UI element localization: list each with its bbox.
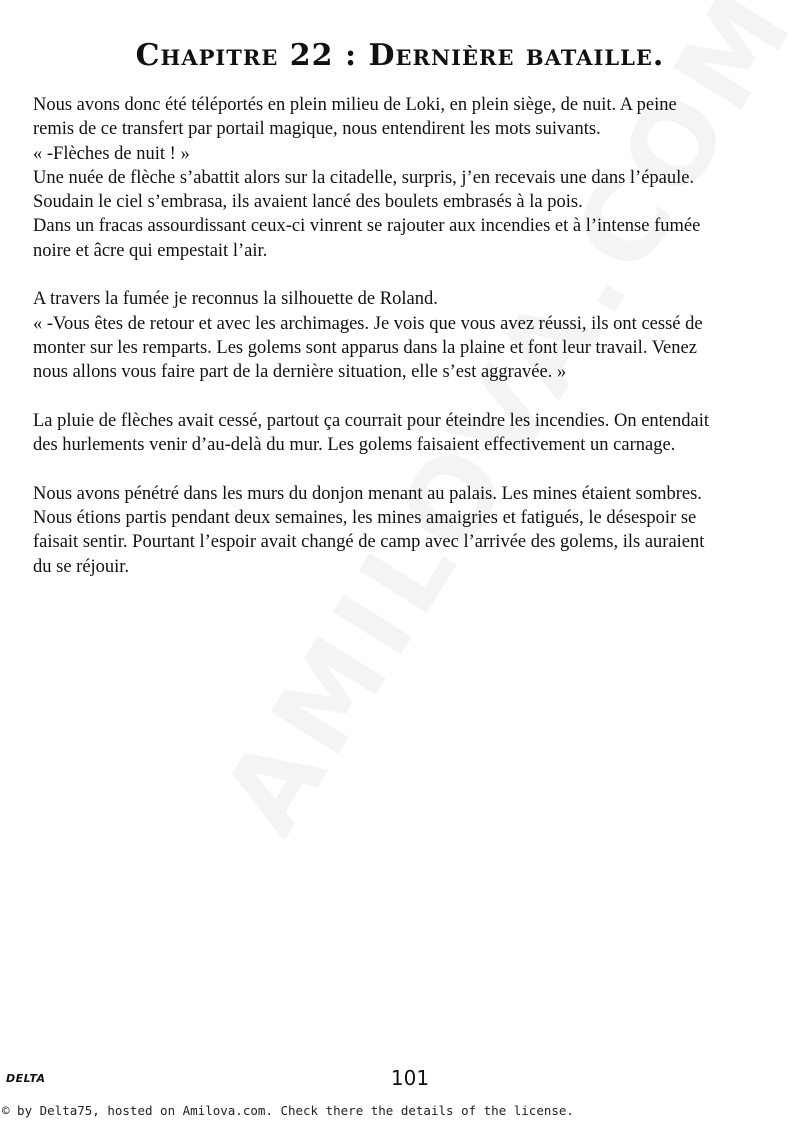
chapter-title: Chapitre 22 : Dernière bataille. [135, 38, 665, 73]
paragraph-2 [33, 287, 773, 384]
text-line: Nous étions partis pendant deux semaines, les mines amaigries et fatigués, le désespoir se [33, 508, 697, 529]
text-line: Nous avons pénétré dans les murs du donjon menant au palais. Les mines étaient sombres. [33, 483, 702, 504]
text-line: des hurlements venir d’au-delà du mur. Les golems faisaient effectivement un carnage. [33, 435, 676, 456]
chapter-body [33, 93, 773, 603]
text-line: du se réjouir. [33, 556, 130, 577]
text-line: noire et âcre qui empestait l’air. [33, 240, 268, 261]
page-number: 101 [390, 1066, 430, 1090]
text-line: La pluie de flèches avait cessé, partout ça courrait pour éteindre les incendies. On entendait [33, 410, 709, 431]
text-line: « -Flèches de nuit ! » [33, 143, 190, 164]
copyright-notice: © by Delta75, hosted on Amilova.com. Check there the details of the license. [2, 1103, 574, 1118]
text-line: faisait sentir. Pourtant l’espoir avait changé de camp avec l’arrivée des golems, ils auraient [33, 532, 705, 553]
text-line: monter sur les remparts. Les golems sont apparus dans la plaine et font leur travail. Venez [33, 337, 697, 358]
text-line: Nous avons donc été téléportés en plein milieu de Loki, en plein siège, de nuit. A peine [33, 95, 677, 115]
text-line: A travers la fumée je reconnus la silhouette de Roland. [33, 289, 438, 310]
text-line: « -Vous êtes de retour et avec les archimages. Je vois que vous avez réussi, ils ont cessé de [33, 313, 703, 334]
text-line: nous allons vous faire part de la dernière situation, elle s’est aggravée. » [33, 362, 567, 383]
text-line: Soudain le ciel s’embrasa, ils avaient lancé des boulets embrasés à la pois. [33, 192, 583, 213]
text-line: Une nuée de flèche s’abattit alors sur la citadelle, surpris, j’en recevais une dans l’épaule. [33, 167, 695, 188]
paragraph-3 [33, 409, 773, 458]
text-line: remis de ce transfert par portail magique, nous entendirent les mots suivants. [33, 119, 601, 140]
paragraph-1 [33, 93, 773, 263]
paragraph-4 [33, 482, 773, 579]
delta-logo: DELTA [6, 1072, 46, 1085]
text-line: Dans un fracas assourdissant ceux-ci vinrent se rajouter aux incendies et à l’intense fumée [33, 216, 701, 237]
